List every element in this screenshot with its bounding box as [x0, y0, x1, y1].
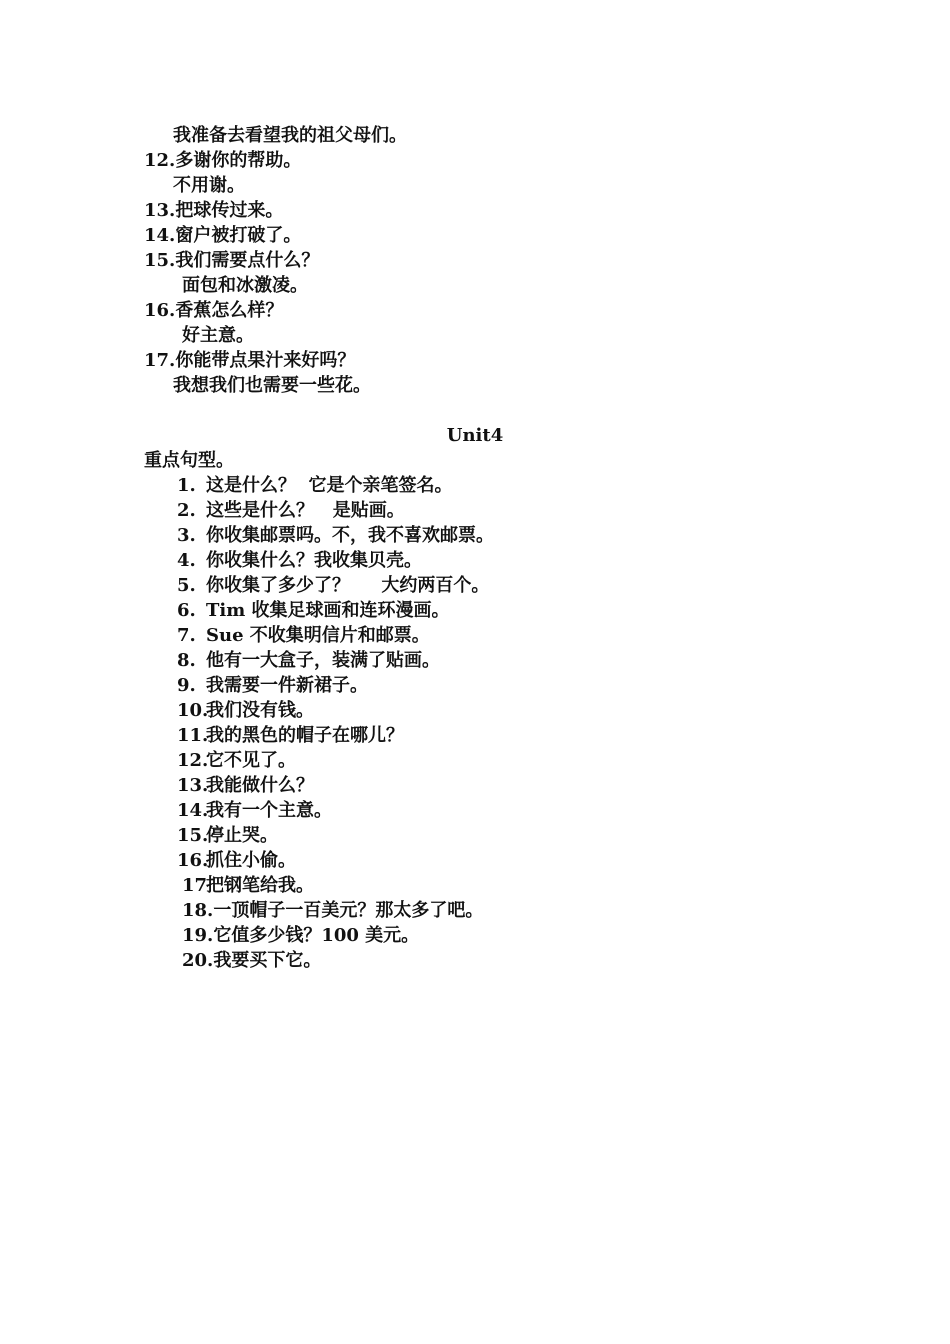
item-text: 抓住小偷。 [206, 850, 296, 871]
item-number: 6. [177, 600, 196, 621]
list-item-17 [182, 874, 314, 898]
list-item-8 [177, 649, 440, 673]
list-item-1 [177, 474, 453, 498]
list-item-5 [177, 574, 489, 598]
answer-line-12 [173, 174, 245, 198]
item-number: 12. [144, 150, 176, 171]
item-number: 14. [177, 800, 209, 821]
list-item-14 [177, 799, 332, 823]
item-number: 8. [177, 650, 196, 671]
line-text: 我想我们也需要一些花。 [173, 375, 371, 396]
item-text: 我有一个主意。 [206, 800, 332, 821]
item-text: 把钢笔给我。 [206, 875, 314, 896]
item-text: Sue 不收集明信片和邮票。 [206, 625, 430, 646]
unit-title: Unit4 [446, 425, 504, 446]
item-text: 你能带点果汁来好吗？ [175, 350, 356, 371]
list-item-3 [177, 524, 494, 548]
item-text: 我的黑色的帽子在哪儿？ [206, 725, 404, 746]
section-label: 重点句型。 [144, 450, 234, 471]
item-text: 香蕉怎么样？ [175, 300, 284, 321]
item-text: 这些是什么？ 是贴画。 [206, 500, 405, 521]
item-text: 停止哭。 [206, 825, 278, 846]
item-number: 5. [177, 575, 196, 596]
item-text: 窗户被打破了。 [175, 225, 302, 246]
item-text: 我能做什么？ [206, 775, 314, 796]
list-item-15 [177, 824, 278, 848]
item-number: 1. [177, 475, 196, 496]
list-item-12 [177, 749, 296, 773]
item-number: 14. [144, 225, 176, 246]
answer-line-16 [182, 324, 254, 348]
item-text: 一顶帽子一百美元？那太多了吧。 [213, 900, 484, 921]
item-number: 15. [177, 825, 209, 846]
list-item-13 [177, 774, 314, 798]
item-15 [144, 249, 319, 273]
line-text: 好主意。 [182, 325, 254, 346]
item-text: 你收集什么？我收集贝壳。 [206, 550, 422, 571]
list-item-6 [177, 599, 450, 623]
list-item-4 [177, 549, 422, 573]
item-12 [144, 149, 301, 173]
list-item-18 [182, 899, 483, 923]
item-number: 16. [144, 300, 176, 321]
list-item-10 [177, 699, 314, 723]
item-text: 我们没有钱。 [206, 700, 314, 721]
item-14 [144, 224, 301, 248]
list-item-19 [182, 924, 419, 948]
item-text: 我需要一件新裙子。 [206, 675, 368, 696]
item-text: 它不见了。 [206, 750, 296, 771]
list-item-16 [177, 849, 296, 873]
item-number: 12. [177, 750, 209, 771]
item-number: 2. [177, 500, 196, 521]
item-text: Tim 收集足球画和连环漫画。 [206, 600, 450, 621]
item-number: 13. [177, 775, 209, 796]
item-number: 20. [182, 950, 214, 971]
item-text: 你收集邮票吗。不，我不喜欢邮票。 [206, 525, 494, 546]
item-text: 他有一大盒子，装满了贴画。 [206, 650, 440, 671]
item-text: 你收集了多少了？ 大约两百个。 [206, 575, 490, 596]
item-text: 它值多少钱？100 美元。 [213, 925, 420, 946]
item-number: 13. [144, 200, 176, 221]
item-17 [144, 349, 355, 373]
item-text: 我们需要点什么？ [175, 250, 320, 271]
list-item-9 [177, 674, 368, 698]
list-item-11 [177, 724, 404, 748]
item-number: 7. [177, 625, 196, 646]
item-13 [144, 199, 283, 223]
item-number: 18. [182, 900, 214, 921]
item-number: 17 [182, 875, 208, 896]
item-text: 这是什么？ 它是个亲笔签名。 [206, 475, 453, 496]
item-text: 多谢你的帮助。 [175, 150, 302, 171]
answer-line-17 [173, 374, 371, 398]
line-text: 我准备去看望我的祖父母们。 [173, 125, 407, 146]
answer-line-15 [182, 274, 308, 298]
item-number: 10. [177, 700, 209, 721]
item-text: 把球传过来。 [175, 200, 284, 221]
item-16 [144, 299, 283, 323]
item-text: 我要买下它。 [213, 950, 322, 971]
item-number: 19. [182, 925, 214, 946]
item-number: 15. [144, 250, 176, 271]
item-number: 3. [177, 525, 196, 546]
list-item-20 [182, 949, 321, 973]
item-number: 16. [177, 850, 209, 871]
item-number: 11. [177, 725, 209, 746]
list-item-7 [177, 624, 430, 648]
list-item-2 [177, 499, 405, 523]
item-number: 4. [177, 550, 196, 571]
line-text: 不用谢。 [173, 175, 245, 196]
line-text: 面包和冰激凌。 [182, 275, 308, 296]
answer-line-11 [173, 124, 407, 148]
item-number: 9. [177, 675, 196, 696]
item-number: 17. [144, 350, 176, 371]
